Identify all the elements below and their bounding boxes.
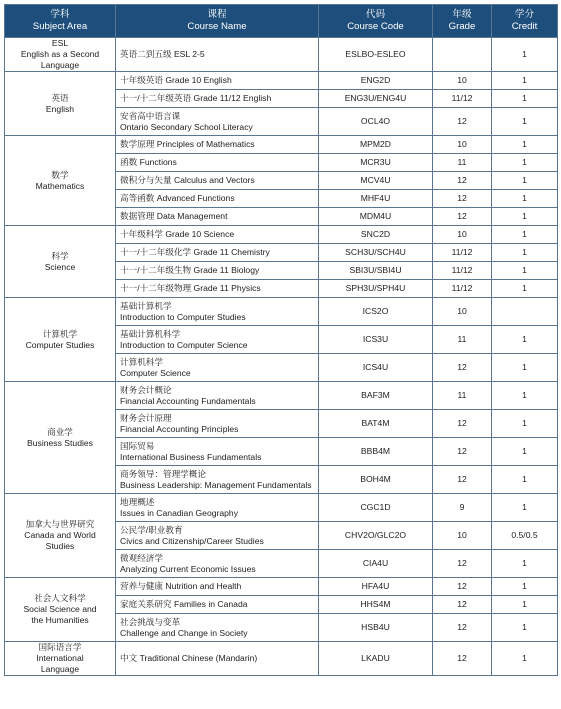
grade-cell: 12 <box>433 642 492 676</box>
grade-cell: 12 <box>433 596 492 614</box>
course-name-line: 微观经济学 <box>120 552 163 563</box>
course-code-cell: ICS2O <box>319 298 433 326</box>
course-name-cell <box>116 382 319 410</box>
grade-cell: 10 <box>433 226 492 244</box>
header-grade <box>433 5 492 38</box>
grade-cell: 10 <box>433 72 492 90</box>
course-name-line: 家庭关系研究 Families in Canada <box>120 599 248 609</box>
course-code-cell: OCL4O <box>319 108 433 136</box>
course-code-cell: ICS4U <box>319 354 433 382</box>
course-name-cell <box>116 190 319 208</box>
course-name-cell <box>116 154 319 172</box>
course-name-cell <box>116 136 319 154</box>
course-code-cell: MCR3U <box>319 154 433 172</box>
credit-cell: 1 <box>492 244 558 262</box>
course-name-line: Issues in Canadian Geography <box>120 507 239 518</box>
course-name-line: 计算机科学 <box>120 356 163 367</box>
course-name-cell <box>116 108 319 136</box>
course-code-cell: ENG3U/ENG4U <box>319 90 433 108</box>
grade-cell: 10 <box>433 136 492 154</box>
header-label-en: Subject Area <box>32 21 88 32</box>
subject-area-line: 数学 <box>51 169 69 180</box>
credit-cell: 1 <box>492 190 558 208</box>
subject-area-line: 科学 <box>51 250 69 261</box>
course-name-cell <box>116 596 319 614</box>
course-name-line: 十一/十二年级英语 Grade 11/12 English <box>120 93 272 103</box>
grade-cell: 12 <box>433 438 492 466</box>
subject-area-line: Business Studies <box>27 437 93 448</box>
subject-area-line: ESL <box>51 38 69 48</box>
subject-area-line: Science <box>44 261 76 272</box>
grade-cell: 12 <box>433 578 492 596</box>
grade-cell: 10 <box>433 298 492 326</box>
course-name-cell <box>116 90 319 108</box>
table-row <box>5 226 558 244</box>
credit-cell: 1 <box>492 410 558 438</box>
subject-area-line: Language <box>40 60 80 70</box>
subject-area-line: 商业学 <box>47 426 73 437</box>
credit-cell: 1 <box>492 154 558 172</box>
course-name-cell <box>116 326 319 354</box>
grade-cell: 12 <box>433 172 492 190</box>
header-label-zh: 代码 <box>365 9 386 20</box>
subject-area-line: English <box>45 103 75 114</box>
grade-cell: 11/12 <box>433 90 492 108</box>
course-name-line: Introduction to Computer Science <box>120 339 248 350</box>
subject-area-cell <box>5 382 116 494</box>
grade-cell <box>433 38 492 72</box>
subject-area-line: Social Science and <box>23 604 97 614</box>
course-name-line: 基础计算机科学 <box>120 328 181 339</box>
course-name-line: 商务领导：管理学概论 <box>120 468 206 479</box>
course-name-cell <box>116 410 319 438</box>
header-label-zh: 学分 <box>514 9 535 20</box>
course-code-cell: SNC2D <box>319 226 433 244</box>
course-name-line: Civics and Citizenship/Career Studies <box>120 535 264 546</box>
header-course-code <box>319 5 433 38</box>
grade-cell: 9 <box>433 494 492 522</box>
course-code-cell: HSB4U <box>319 614 433 642</box>
credit-cell: 1 <box>492 642 558 676</box>
course-name-line: Analyzing Current Economic Issues <box>120 563 256 574</box>
header-label-en: Course Code <box>347 21 404 32</box>
course-name-line: Computer Science <box>120 367 191 378</box>
course-code-cell: LKADU <box>319 642 433 676</box>
course-name-line: 十一/十二年级物理 Grade 11 Physics <box>120 283 261 293</box>
credit-cell: 1 <box>492 172 558 190</box>
subject-area-cell <box>5 642 116 676</box>
course-name-line: 十一/十二年级生物 Grade 11 Biology <box>120 265 260 275</box>
course-name-line: 数据管理 Data Management <box>120 211 228 221</box>
header-subject-area <box>5 5 116 38</box>
course-name-line: 中文 Traditional Chinese (Mandarin) <box>120 653 258 663</box>
grade-cell: 11 <box>433 154 492 172</box>
course-code-cell: ESLBO-ESLEO <box>319 38 433 72</box>
credit-cell: 1 <box>492 38 558 72</box>
subject-area-line: 加拿大与世界研究 <box>25 519 95 529</box>
credit-cell: 1 <box>492 382 558 410</box>
course-name-line: 基础计算机学 <box>120 300 172 311</box>
credit-cell: 1 <box>492 136 558 154</box>
header-label-en: Course Name <box>187 21 247 32</box>
course-name-cell <box>116 280 319 298</box>
grade-cell: 10 <box>433 522 492 550</box>
header-label-zh: 课程 <box>207 9 227 20</box>
subject-area-cell <box>5 136 116 226</box>
course-code-cell: MDM4U <box>319 208 433 226</box>
table-row <box>5 136 558 154</box>
course-code-cell: MPM2D <box>319 136 433 154</box>
table-row <box>5 298 558 326</box>
course-code-cell: ENG2D <box>319 72 433 90</box>
credit-cell: 1 <box>492 354 558 382</box>
course-code-cell: SCH3U/SCH4U <box>319 244 433 262</box>
grade-cell: 12 <box>433 354 492 382</box>
course-name-cell <box>116 38 319 72</box>
grade-cell: 11/12 <box>433 244 492 262</box>
subject-area-cell <box>5 226 116 298</box>
credit-cell: 1 <box>492 494 558 522</box>
credit-cell: 1 <box>492 262 558 280</box>
course-name-cell <box>116 578 319 596</box>
course-name-line: International Business Fundamentals <box>120 451 262 462</box>
credit-cell: 1 <box>492 280 558 298</box>
course-name-cell <box>116 438 319 466</box>
course-code-cell: CIA4U <box>319 550 433 578</box>
subject-area-line: Computer Studies <box>25 339 95 350</box>
course-code-cell: ICS3U <box>319 326 433 354</box>
course-name-line: 财务会计概论 <box>120 384 172 395</box>
table-row <box>5 578 558 596</box>
course-name-cell <box>116 226 319 244</box>
subject-area-cell <box>5 578 116 642</box>
header-label-en: Credit <box>511 21 538 32</box>
course-code-cell: SBI3U/SBI4U <box>319 262 433 280</box>
grade-cell: 12 <box>433 550 492 578</box>
course-name-cell <box>116 614 319 642</box>
subject-area-line: Language <box>40 664 80 674</box>
subject-area-line: the Humanities <box>31 615 89 625</box>
course-name-cell <box>116 550 319 578</box>
course-name-line: 微积分与矢量 Calculus and Vectors <box>120 175 255 185</box>
course-name-cell <box>116 642 319 676</box>
course-name-line: 地理概述 <box>120 496 155 507</box>
table-row <box>5 494 558 522</box>
table-row <box>5 38 558 72</box>
course-name-line: 英语二到五级 ESL 2-5 <box>120 49 205 59</box>
table-row <box>5 642 558 676</box>
subject-area-line: International <box>36 653 84 663</box>
grade-cell: 12 <box>433 208 492 226</box>
grade-cell: 11/12 <box>433 280 492 298</box>
subject-area-line: 计算机学 <box>42 328 78 339</box>
credit-cell <box>492 298 558 326</box>
course-name-line: 数学原理 Principles of Mathematics <box>120 139 255 149</box>
header-label-zh: 学科 <box>50 9 70 20</box>
subject-area-cell <box>5 38 116 72</box>
course-name-line: Introduction to Computer Studies <box>120 311 246 322</box>
course-name-cell <box>116 262 319 280</box>
course-name-cell <box>116 298 319 326</box>
subject-area-cell <box>5 72 116 136</box>
credit-cell: 1 <box>492 90 558 108</box>
grade-cell: 11/12 <box>433 262 492 280</box>
table-body <box>5 38 558 676</box>
grade-cell: 12 <box>433 410 492 438</box>
course-code-cell: CHV2O/GLC2O <box>319 522 433 550</box>
table-row <box>5 72 558 90</box>
subject-area-cell <box>5 494 116 578</box>
course-name-line: 营养与健康 Nutrition and Health <box>120 581 242 591</box>
course-code-cell: BOH4M <box>319 466 433 494</box>
subject-area-line: 国际语言学 <box>38 642 82 652</box>
course-code-cell: CGC1D <box>319 494 433 522</box>
course-code-cell: BBB4M <box>319 438 433 466</box>
header-label-en: Grade <box>448 21 476 32</box>
header-row <box>5 5 558 38</box>
course-code-cell: HFA4U <box>319 578 433 596</box>
credit-cell: 0.5/0.5 <box>492 522 558 550</box>
credit-cell: 1 <box>492 614 558 642</box>
course-name-cell <box>116 244 319 262</box>
subject-area-line: Canada and World <box>24 530 96 540</box>
course-table <box>4 4 558 676</box>
course-name-line: 社会挑战与变革 <box>120 616 181 627</box>
subject-area-line: Mathematics <box>35 180 85 191</box>
course-name-line: Ontario Secondary School Literacy <box>120 121 253 132</box>
subject-area-cell <box>5 298 116 382</box>
course-name-cell <box>116 522 319 550</box>
header-credit <box>492 5 558 38</box>
credit-cell: 1 <box>492 72 558 90</box>
grade-cell: 11 <box>433 382 492 410</box>
course-name-cell <box>116 72 319 90</box>
course-code-cell: MCV4U <box>319 172 433 190</box>
credit-cell: 1 <box>492 596 558 614</box>
course-name-cell <box>116 172 319 190</box>
course-code-cell: MHF4U <box>319 190 433 208</box>
course-name-line: 十年级英语 Grade 10 English <box>120 75 232 85</box>
credit-cell: 1 <box>492 438 558 466</box>
grade-cell: 12 <box>433 466 492 494</box>
course-name-line: Challenge and Change in Society <box>120 627 248 638</box>
course-name-line: 国际贸易 <box>120 440 155 451</box>
course-code-cell: BAT4M <box>319 410 433 438</box>
subject-area-line: Studies <box>45 541 75 551</box>
course-name-cell <box>116 208 319 226</box>
grade-cell: 12 <box>433 108 492 136</box>
course-name-line: 函数 Functions <box>120 157 177 167</box>
course-name-line: 高等函数 Advanced Functions <box>120 193 235 203</box>
header-label-zh: 年级 <box>452 9 472 20</box>
credit-cell: 1 <box>492 208 558 226</box>
course-name-line: Business Leadership: Management Fundamentals <box>120 479 312 490</box>
grade-cell: 12 <box>433 190 492 208</box>
subject-area-line: English as a Second <box>20 49 100 59</box>
course-code-cell: HHS4M <box>319 596 433 614</box>
credit-cell: 1 <box>492 108 558 136</box>
course-name-line: 公民学/职业教育 <box>120 524 183 535</box>
course-code-cell: SPH3U/SPH4U <box>319 280 433 298</box>
credit-cell: 1 <box>492 326 558 354</box>
course-code-cell: BAF3M <box>319 382 433 410</box>
course-name-line: 安省高中语言课 <box>120 110 181 121</box>
credit-cell: 1 <box>492 466 558 494</box>
course-name-line: Financial Accounting Fundamentals <box>120 395 256 406</box>
grade-cell: 12 <box>433 614 492 642</box>
credit-cell: 1 <box>492 550 558 578</box>
table-row <box>5 382 558 410</box>
credit-cell: 1 <box>492 578 558 596</box>
course-name-line: 十年级科学 Grade 10 Science <box>120 229 235 239</box>
subject-area-line: 英语 <box>51 92 69 103</box>
course-name-cell <box>116 354 319 382</box>
course-name-cell <box>116 466 319 494</box>
course-name-line: 财务会计原理 <box>120 412 172 423</box>
subject-area-line: 社会人文科学 <box>34 593 86 603</box>
course-name-cell <box>116 494 319 522</box>
course-name-line: 十一/十二年级化学 Grade 11 Chemistry <box>120 247 270 257</box>
credit-cell: 1 <box>492 226 558 244</box>
header-course-name <box>116 5 319 38</box>
course-name-line: Financial Accounting Principles <box>120 423 239 434</box>
grade-cell: 11 <box>433 326 492 354</box>
